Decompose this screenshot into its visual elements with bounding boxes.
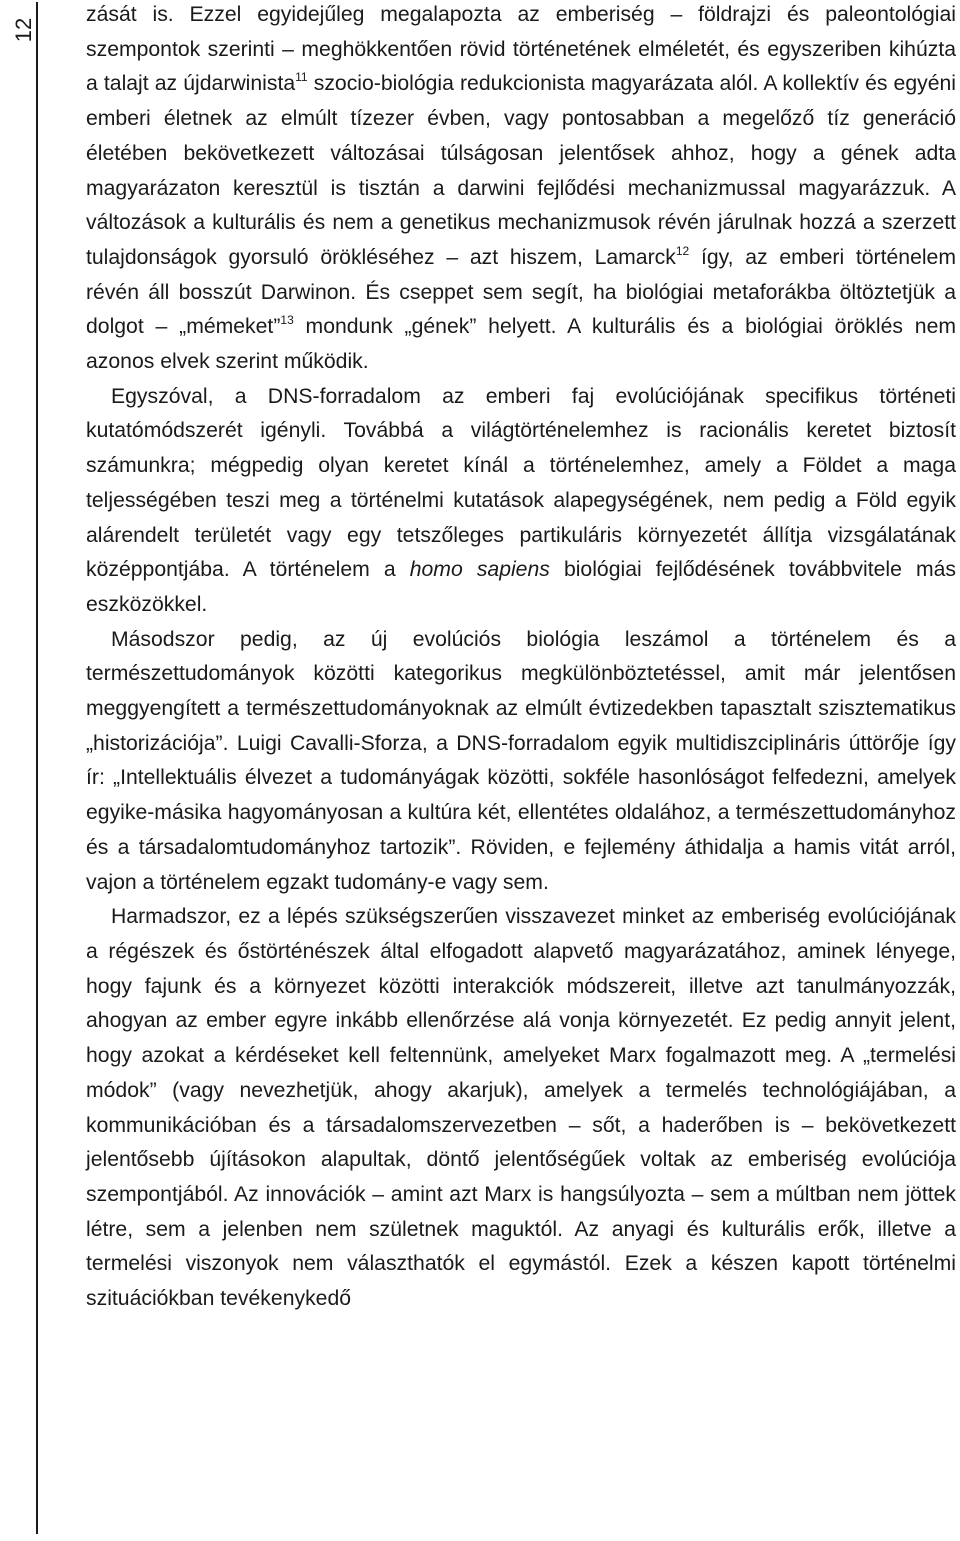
paragraph-3 bbox=[86, 623, 956, 901]
body-text bbox=[86, 0, 956, 1317]
paragraph-2-text: Egyszóval, a DNS-forradalom az emberi faj evolúciójának specifikus történeti kutatómódszerét igényli. Továbbá a világtörténelemhez is racionális keretet biztosít számunkra; mégpedig olyan keretet kínál a történelemhez, amely a Földet a maga teljességében teszi meg a történelmi kutatások alapegységének, nem pedig a Föld egyik alárendelt területét vagy egy tetszőleges partikuláris környezetét állítja vizsgálatának középpontjába. A történelem a bbox=[86, 384, 956, 582]
paragraph-3-text: Másodszor pedig, az új evolúciós biológia leszámol a történelem és a természettudományok közötti kategorikus megkülönböztetéssel, amit már jelentősen meggyengített a természettudományoknak az elmúlt évtizedekben tapasztalt szisztematikus „historizációja”. Luigi Cavalli-Sforza, a DNS-forradalom egyik multidiszciplináris úttörője így ír: „Intellektuális élvezet a tudományágak közötti, sokféle hasonlóságot felfedezni, amelyek egyike-másika hagyományosan a kultúra két, ellentétes oldalához, a természettudományhoz és a társadalomtudományhoz tartozik”. Röviden, e fejlemény áthidalja a hamis vitát arról, vajon a történelem egzakt tudomány-e vagy sem. bbox=[86, 627, 956, 894]
page-number: 12 bbox=[11, 17, 36, 43]
footnote-ref-13: 13 bbox=[280, 313, 294, 328]
paragraph-1-text: mondunk „gének” helyett. A kulturális és a biológiai öröklés nem azonos elvek szerint működik. bbox=[86, 315, 957, 374]
paragraph-4 bbox=[86, 900, 956, 1316]
footnote-ref-11: 11 bbox=[295, 70, 308, 85]
margin-rule bbox=[36, 2, 38, 1534]
emphasis-homo-sapiens: homo sapiens bbox=[409, 558, 550, 582]
paragraph-4-text: Harmadszor, ez a lépés szükségszerűen visszavezet minket az emberiség evolúciójának a régészek és őstörténészek által elfogadott alapvető magyarázatához, aminek lényege, hogy fajunk és a környezet közötti interakciók módszereit, illetve azt tanulmányozzák, ahogyan az ember egyre inkább ellenőrzése alá vonja környezetét. Ez pedig annyit jelent, hogy azokat a kérdéseket kell feltennünk, amelyeket Marx fogalmazott meg. A „termelési módok” (vagy nevezhetjük, ahogy akarjuk), amelyek a termelés technológiájában, a kommunikációban és a társadalomszervezetben – sőt, a haderőben is – bekövetkezett jelentősebb újításokon alapultak, döntő jelentőségűek voltak az emberiség evolúciója szempontjából. Az innovációk – amint azt Marx is hangsúlyozta – sem a múltban nem jöttek létre, sem a jelenben nem születnek maguktól. Az anyagi és kulturális erők, illetve a termelési viszonyok nem választhatók el egymástól. Ezek a készen kapott történelmi szituációkban tevékenykedő bbox=[86, 905, 956, 1311]
paragraph-2-text: biológiai fejlődésének továbbvitele más eszközökkel. bbox=[86, 558, 957, 616]
footnote-ref-12: 12 bbox=[675, 243, 690, 258]
paragraph-1-text: szocio-biológia redukcionista magyarázata alól. A kollektív és egyéni emberi életnek az elmúlt tízezer évben, vagy pontosabban a megelőző tíz generáció életében bekövetkezett változásai túlságosan jelentősek ahhoz, hogy a gének adta magyarázaton keresztül is tisztán a darwini fejlődési mechanizmussal magyarázzuk. A változások a kulturális és nem a genetikus mechanizmusok révén járulnak hozzá a szerzett tulajdonságok gyorsuló örökléséhez – azt hiszem, Lamarck bbox=[86, 72, 956, 269]
paragraph-2 bbox=[86, 380, 956, 623]
paragraph-1-text: zását is. Ezzel egyidejűleg megalapozta az emberiség – földrajzi és paleontológiai szempontok szerinti – meghökkentően rövid történetének elméletét, és egyszeriben kihúzta a talajt az újdarwinista bbox=[86, 3, 956, 96]
paragraph-1-text: így, az emberi történelem révén áll bosszút Darwinon. És cseppet sem segít, ha biológiai metaforákba öltöztetjük a dolgot – „mémeket” bbox=[86, 245, 956, 339]
paragraph-1 bbox=[86, 0, 956, 380]
